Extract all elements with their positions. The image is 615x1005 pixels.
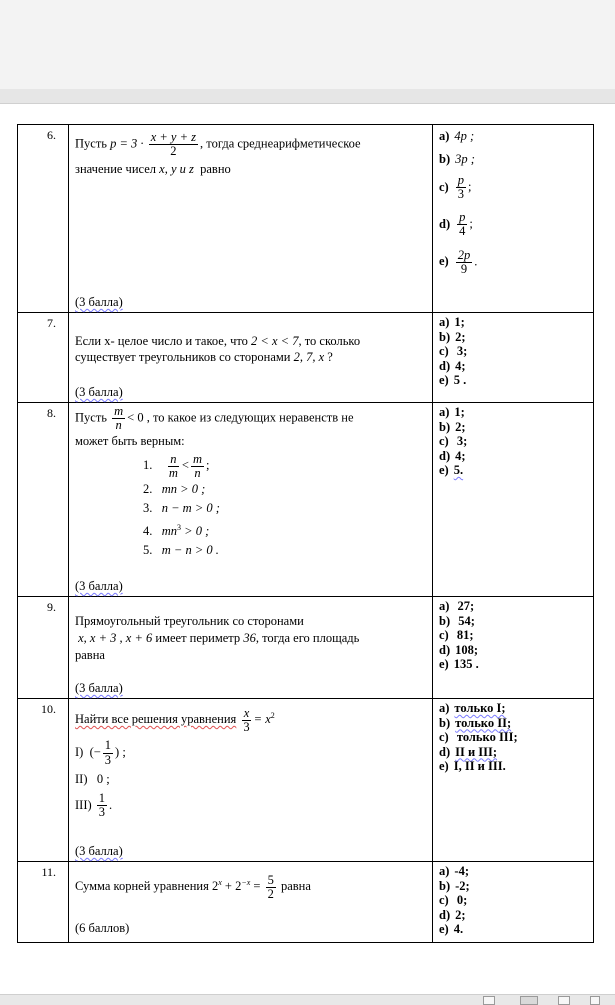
option-label: d) <box>439 642 451 657</box>
option-label: c) <box>439 344 449 358</box>
frac-num: p <box>459 210 466 225</box>
option-e <box>439 922 593 937</box>
frac-den: 2 <box>170 144 177 159</box>
option-b <box>439 152 593 167</box>
q8-formula: < 0 <box>127 410 144 425</box>
q8-item-3 <box>69 499 432 518</box>
q6-fraction <box>149 131 198 158</box>
option-label: b) <box>439 419 451 434</box>
frac-den: m <box>168 465 178 480</box>
option-label: d) <box>439 358 451 373</box>
option-label: c) <box>439 434 449 448</box>
q8-line2: может быть верным: <box>75 434 185 449</box>
answer-options <box>433 597 594 699</box>
option-value: -4; <box>454 864 469 878</box>
option-value: 4; <box>455 448 466 463</box>
option-b <box>439 879 593 894</box>
answer-options <box>433 862 594 943</box>
option-label: e) <box>439 922 449 936</box>
option-label: a) <box>439 701 450 715</box>
root-value: 0 ; <box>96 771 110 786</box>
option-value: 108; <box>455 642 479 657</box>
option-b <box>439 420 593 435</box>
option-c <box>439 434 593 449</box>
answer-options <box>433 403 594 597</box>
q10-fraction <box>241 707 251 734</box>
points-label: (3 балла) <box>75 579 123 593</box>
question-number: 6. <box>47 128 56 142</box>
option-label: e) <box>439 463 449 477</box>
q11-eq: = <box>250 879 261 894</box>
option-d <box>439 745 593 760</box>
frac-num: x + y + z <box>150 130 197 144</box>
option-label: d) <box>439 448 451 463</box>
option-value: 2; <box>455 329 466 344</box>
root-post: ) ; <box>115 744 126 759</box>
option-label: b) <box>439 715 451 730</box>
q6-formula: p = 3 · <box>110 136 144 151</box>
q11-plus: + 2 <box>221 879 242 894</box>
option-d <box>439 359 593 374</box>
frac-den: 3 <box>98 805 106 820</box>
q11-text-post: равна <box>280 879 311 894</box>
frac-den: 2 <box>267 886 274 901</box>
answer-options <box>433 125 594 313</box>
option-d <box>439 449 593 464</box>
question-row-8 <box>18 403 594 597</box>
option-value: 2; <box>455 907 466 922</box>
q9-formula: x, x + 3 , x + 6 <box>78 631 153 645</box>
option-value: II и III; <box>455 744 498 759</box>
option-value: только III; <box>453 730 518 744</box>
option-label: e) <box>439 254 449 268</box>
option-label: c) <box>439 179 449 194</box>
question-row-11 <box>18 862 594 943</box>
root-label: III) <box>75 797 92 812</box>
frac-den: 3 <box>104 752 112 767</box>
item-expr: n − m > 0 ; <box>161 501 220 515</box>
q8-item-2 <box>69 480 432 499</box>
q9-line3: равна <box>75 648 105 662</box>
option-label: c) <box>439 893 449 907</box>
q10-sup: 2 <box>270 711 275 720</box>
option-c <box>439 893 593 908</box>
q11-base: 2 <box>211 879 219 894</box>
option-value: I, II и III. <box>453 759 506 773</box>
option-value: 1; <box>454 315 465 329</box>
root-label: II) <box>75 771 88 786</box>
item-op: < <box>181 458 189 473</box>
question-row-9 <box>18 597 594 699</box>
frac-num: 2p <box>457 247 471 262</box>
option-c <box>439 174 593 201</box>
option-c <box>439 344 593 359</box>
item-expr: m − n > 0 . <box>161 543 219 558</box>
frac-den: n <box>115 418 122 433</box>
option-value: только I; <box>454 701 506 715</box>
option-label: a) <box>439 315 450 329</box>
question-row-10 <box>18 699 594 862</box>
item-sup: 3 <box>177 523 182 532</box>
option-d <box>439 908 593 923</box>
frac-num: m <box>114 404 124 418</box>
frac-num: 1 <box>98 791 106 806</box>
option-a <box>439 599 593 614</box>
option-label: e) <box>439 759 449 773</box>
option-label: e) <box>439 373 449 387</box>
option-a <box>439 129 593 144</box>
option-value: 0; <box>453 893 468 907</box>
option-label: e) <box>439 657 449 671</box>
option-e <box>439 373 593 388</box>
option-label: b) <box>439 329 451 344</box>
option-tail: ; <box>469 216 473 231</box>
option-value: 3p ; <box>455 151 475 166</box>
item-number: 3. <box>143 501 153 515</box>
option-value: 4; <box>455 358 466 373</box>
item-number: 5. <box>143 543 153 558</box>
item-number: 2. <box>143 482 153 496</box>
item-tail: > 0 ; <box>181 524 210 539</box>
item-expr: mn <box>161 524 178 539</box>
item-number: 4. <box>143 524 153 539</box>
option-a <box>439 864 593 879</box>
q11-sup2: −x <box>241 878 251 887</box>
q9-line2-post: , тогда его площадь <box>255 631 360 645</box>
option-label: b) <box>439 151 451 166</box>
option-label: c) <box>439 628 449 642</box>
option-tail: . <box>474 254 478 268</box>
question-number: 11. <box>41 865 56 879</box>
q7-formula2: 2, 7, x <box>293 350 325 364</box>
option-value: 1; <box>454 405 465 419</box>
frac-num: x <box>243 705 250 720</box>
option-value: 4. <box>453 922 464 936</box>
frac-den: n <box>194 465 201 480</box>
q7-line2-post: ? <box>327 350 333 364</box>
q8-text: Пусть <box>75 410 107 425</box>
question-row-6 <box>18 125 594 313</box>
option-a <box>439 701 593 716</box>
q8-fraction <box>112 405 125 432</box>
q6-text: Пусть <box>75 136 107 151</box>
option-value: 3; <box>453 344 468 358</box>
option-label: d) <box>439 907 451 922</box>
q11-text: Сумма корней уравнения <box>75 879 209 894</box>
app-toolbar-area <box>0 0 615 89</box>
points-label: (3 балла) <box>75 844 123 858</box>
q7-line2: существует треугольников со сторонами <box>75 350 291 364</box>
q6-vars: x, y и z <box>159 162 194 177</box>
question-number: 10. <box>41 702 56 716</box>
root-tail: . <box>109 797 113 812</box>
frac-den: 3 <box>457 187 464 202</box>
option-label: a) <box>439 864 450 878</box>
q8-text-post: , то какое из следующих неравенств не <box>146 410 354 425</box>
frac-num: 1 <box>104 738 112 753</box>
points-label: (6 баллов) <box>75 921 130 935</box>
option-value: 5. <box>453 463 464 477</box>
option-value: 81; <box>453 628 474 642</box>
q7-text-post: , то сколько <box>298 334 361 348</box>
option-value: 27; <box>454 599 475 613</box>
q6-text-mid: , тогда среднеарифметическое <box>200 136 361 151</box>
option-label: a) <box>439 599 450 613</box>
points-label: (3 балла) <box>75 295 123 309</box>
q9-line1: Прямоугольный треугольник со сторонами <box>75 614 304 628</box>
frac-den: 3 <box>243 719 250 734</box>
q8-item-5 <box>69 541 432 560</box>
item-number: 1. <box>143 458 153 473</box>
option-label: a) <box>439 405 450 419</box>
question-number: 9. <box>47 600 56 614</box>
q11-sup1: x <box>218 878 222 887</box>
item-expr: mn > 0 ; <box>161 482 206 496</box>
answer-options <box>433 699 594 862</box>
option-value: 54; <box>455 613 475 628</box>
option-value: 2; <box>455 419 466 434</box>
option-b <box>439 614 593 629</box>
option-c <box>439 628 593 643</box>
ruler-bar <box>0 89 615 104</box>
answer-options <box>433 313 594 403</box>
option-value: 3; <box>453 434 468 448</box>
option-value: 4p ; <box>454 129 475 143</box>
questions-table <box>17 124 594 943</box>
frac-num: m <box>192 451 202 466</box>
frac-num: n <box>170 451 177 466</box>
option-e <box>439 657 593 672</box>
item-tail: ; <box>206 458 210 473</box>
option-b <box>439 716 593 731</box>
frac-num: 5 <box>267 872 274 887</box>
option-d <box>439 643 593 658</box>
q8-item-4 <box>69 518 432 541</box>
option-label: d) <box>439 216 451 231</box>
question-number: 7. <box>47 316 56 330</box>
option-label: a) <box>439 129 450 143</box>
root-pre: (− <box>89 744 101 759</box>
points-label: (3 балла) <box>75 681 123 695</box>
q6-line2-post: равно <box>200 162 231 177</box>
question-row-7 <box>18 313 594 403</box>
q10-eq: = x <box>253 712 271 727</box>
option-e <box>439 759 593 774</box>
root-label: I) <box>75 744 84 759</box>
points-label: (3 балла) <box>75 385 123 399</box>
option-b <box>439 330 593 345</box>
option-tail: ; <box>467 179 472 194</box>
option-value: -2; <box>455 878 470 893</box>
q7-formula: 2 < x < 7 <box>251 334 299 348</box>
frac-den: 9 <box>460 261 468 276</box>
option-a <box>439 405 593 420</box>
q10-line1: Найти все решения уравнения <box>75 712 237 727</box>
q9-line2-mid: имеет периметр <box>155 631 241 645</box>
option-label: b) <box>439 878 451 893</box>
option-value: только II; <box>455 715 512 730</box>
frac-den: 4 <box>459 224 466 239</box>
option-value: 5 . <box>453 373 467 387</box>
option-label: b) <box>439 613 451 628</box>
q9-num: 36 <box>243 631 256 645</box>
frac-num: p <box>457 173 464 187</box>
option-d <box>439 211 593 238</box>
question-number: 8. <box>47 406 56 420</box>
option-c <box>439 730 593 745</box>
option-value: 135 . <box>453 657 479 671</box>
q6-line2: значение чисел <box>75 162 157 177</box>
option-label: c) <box>439 730 449 744</box>
option-label: d) <box>439 744 451 759</box>
option-e <box>439 463 593 478</box>
q7-text: Если х- целое число и такое, что <box>75 334 248 348</box>
option-e <box>439 249 593 276</box>
q8-item-1 <box>69 451 432 480</box>
option-a <box>439 315 593 330</box>
